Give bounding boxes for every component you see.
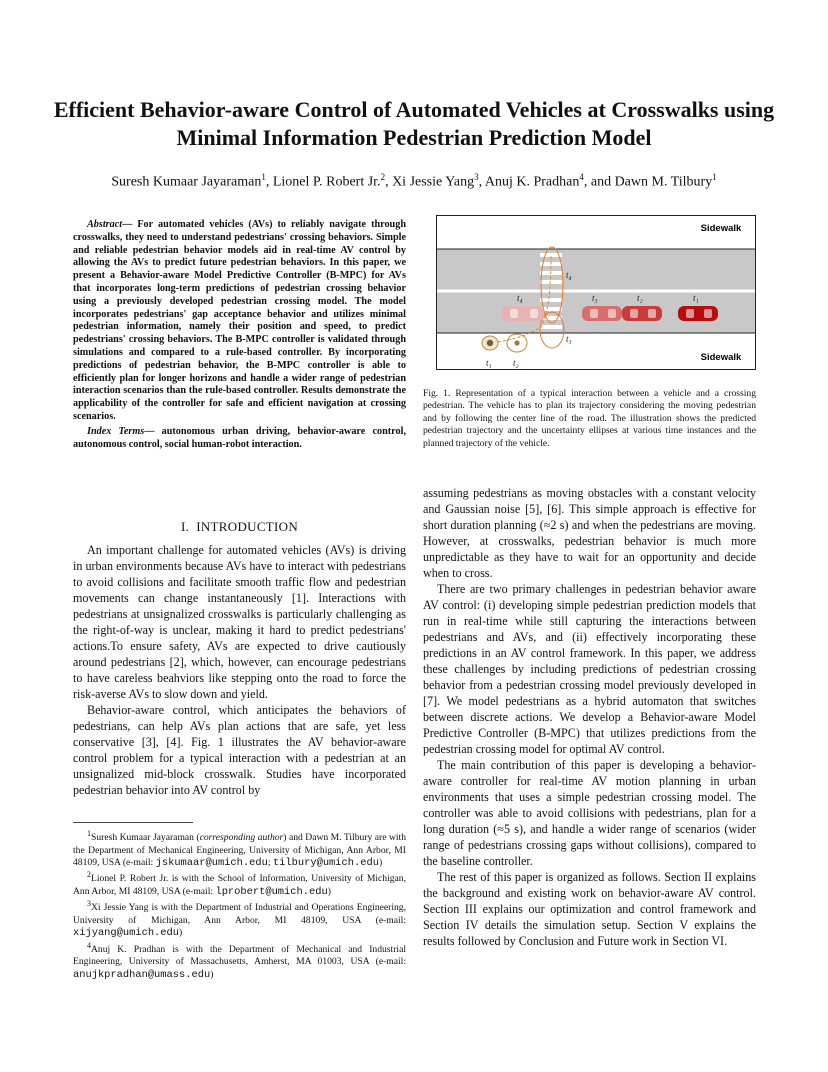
footnote-mark: 3 bbox=[87, 899, 91, 909]
footnote-text: Suresh Kumaar Jayaraman ( bbox=[91, 832, 200, 844]
paper-title: Efficient Behavior-aware Control of Automated Vehicles at Crosswalks using Minimal Information Pedestrian Prediction Model bbox=[53, 97, 775, 150]
section-heading bbox=[73, 519, 406, 535]
affiliation-mark: 1 bbox=[712, 172, 717, 182]
body-paragraph: assuming pedestrians as moving obstacles with a constant velocity and Gaussian noise [5], [6]. This simple approach is effective for short duration planning (≈2 s) and when the pedestrians are moving. However, at crosswalks, pedestrian behavior is much more unpredictable as they have to wait for an opportunity and decide when to cross. bbox=[423, 486, 756, 580]
footnote-text: ) bbox=[327, 886, 331, 897]
footnote-mark: 4 bbox=[87, 940, 91, 950]
sidewalk-top-label: Sidewalk bbox=[700, 223, 742, 234]
author-name: , and Dawn M. Tilbury bbox=[583, 174, 713, 190]
footnote-mark: 1 bbox=[87, 829, 91, 838]
index-terms-label: Index Terms bbox=[87, 425, 145, 437]
footnote-text: ) bbox=[378, 857, 383, 868]
footnote-text: ; bbox=[267, 857, 273, 868]
author-name: Suresh Kumaar Jayaraman bbox=[111, 174, 262, 190]
vehicle-trajectory bbox=[502, 306, 718, 321]
section-number: I. bbox=[180, 519, 190, 534]
footnote-text: ) and Dawn M. Tilbury are with the Department of Mechanical Engineering, University of Michigan, Ann Arbor, MI 48109, USA (e-mail: bbox=[73, 832, 406, 868]
footnotes bbox=[73, 828, 406, 981]
footnote-text: ) bbox=[179, 927, 183, 939]
body-paragraph: An important challenge for automated vehicles (AVs) is driving in urban environments because AVs have to interact with pedestrians to avoid collisions and facilitate smooth traffic flow and pedestrian movements can change instantaneously [1]. Interactions with pedestrians at unsignalized crosswalks is particularly challenging as the right-of-way is unclear, making it hard to predict pedestrians' actions.To ensure safety, AVs are expected to drive cautiously around pedestrians [2], which, however, can encourage pedestrians to have careless beahviors like stepping onto the road to force the risk-averse AVs to slow down and yield. bbox=[73, 543, 406, 701]
time-label: t₂ bbox=[513, 358, 519, 368]
abstract-text: — For automated vehicles (AVs) to reliably navigate through crosswalks, they need to understand pedestrians' crossing behaviors. Simple and reliable pedestrian behavior models aid in real-time AV control by allowing the AVs to predict future pedestrian behaviors. In this paper, we present a Behavior-aware Model Predictive Controller (B-MPC) for AVs that incorporates long-term predictions of pedestrian crossing behavior using a previously developed pedestrian crossing model. The model incorporates pedestrians' gap acceptance behavior and utilizes minimal pedestrian information, namely their position and speed, to predict pedestrians' crossing behaviors. The B-MPC controller is validated through simulations and compared to a rule-based controller. By incorporating predictions of pedestrian behavior, the B-MPC controller is able to efficiently plan for longer horizons and handle a wider range of pedestrian interaction scenarios than the rule-based controller. Results demonstrate the applicability of the controller for safe and efficient navigation at crossing scenarios. bbox=[73, 219, 406, 422]
author-list bbox=[40, 172, 788, 191]
affiliation-mark: 3 bbox=[474, 172, 479, 182]
abstract bbox=[73, 219, 406, 451]
email-link[interactable]: jskumaar@umich.edu bbox=[155, 857, 268, 869]
index-terms-text: — autonomous urban driving, behavior-aware control, autonomous control, social human-robot interaction. bbox=[73, 425, 406, 450]
email-link[interactable]: xijyang@umich.edu bbox=[73, 927, 180, 940]
time-label: t₃ bbox=[592, 293, 598, 303]
right-body bbox=[423, 485, 756, 949]
affiliation-mark: 4 bbox=[579, 172, 584, 182]
footnote-divider bbox=[73, 822, 193, 823]
body-paragraph: Behavior-aware control, which anticipates the behaviors of pedestrians, can help AVs plan actions that are safe, yet less conservative [3], [4]. Fig. 1 illustrates the AV behavior-aware control problem for a typical interaction with a pedestrian at an unsignalized mid-block crosswalk. Studies have incorporated pedestrian behavior into AV control by bbox=[73, 703, 406, 797]
email-link[interactable]: anujkpradhan@umass.edu bbox=[73, 968, 211, 981]
author-name: , Lionel P. Robert Jr. bbox=[265, 174, 381, 190]
footnote-text: Lionel P. Robert Jr. is with the School of Information, University of Michigan, Ann Arbor, MI 48109, USA (e-mail: bbox=[73, 873, 406, 897]
abstract-label: Abstract bbox=[87, 219, 123, 230]
footnote-text: corresponding author bbox=[199, 832, 284, 844]
section-title: INTRODUCTION bbox=[196, 519, 299, 534]
email-link[interactable]: lprobert@umich.edu bbox=[215, 886, 328, 898]
time-label: t₄ bbox=[566, 270, 572, 280]
pedestrian-icon bbox=[487, 340, 493, 346]
footnote-text: ) bbox=[210, 968, 214, 980]
time-label: t₁ bbox=[486, 358, 492, 368]
affiliation-mark: 1 bbox=[261, 172, 266, 182]
author-name: , Anuj K. Pradhan bbox=[478, 174, 580, 190]
body-paragraph: There are two primary challenges in pedestrian behavior aware AV control: (i) developing simple pedestrian prediction models that run in real-time while still capturing the interactions between pedestrians and AVs, and (ii) effectively incorporating these predictions in an AV control framework. In this paper, we address these challenges by including predictions of pedestrian crossing behavior from a pedestrian crossing model previously developed in [7]. We model pedestrians as a hybrid automaton that switches between discrete actions. We develop a Behavior-aware Model Predictive Controller (B-MPC) that utilizes predictions from the pedestrian crossing model for optimal AV control. bbox=[423, 582, 756, 756]
sidewalk-bottom-label: Sidewalk bbox=[700, 352, 742, 363]
time-label: t₃ bbox=[566, 334, 572, 344]
footnote-text: Xi Jessie Yang is with the Department of Industrial and Operations Engineering, University of Michigan, Ann Arbor, MI 48109, USA (e-mail: bbox=[73, 902, 406, 926]
figure-caption: Fig. 1. Representation of a typical interaction between a vehicle and a crossing pedestrian. The vehicle has to plan its trajectory considering the moving pedestrian and by following the center line of the road. The illustration shows the predicted pedestrian trajectory and the uncertainty ellipses at various time instances and the planned trajectory of the vehicle. bbox=[423, 388, 756, 449]
footnote-mark: 2 bbox=[87, 870, 91, 880]
author-name: , Xi Jessie Yang bbox=[385, 174, 475, 190]
body-paragraph: The rest of this paper is organized as follows. Section II explains the background and existing work on behavior-aware AV control. Section III explains our optimization and control framework and Section IV details the simulation setup. Section V explains the results followed by Conclusion and Future work in Section VI. bbox=[423, 870, 756, 948]
crosswalk-illustration bbox=[436, 215, 756, 370]
time-label: t₁ bbox=[693, 293, 699, 303]
body-paragraph: The main contribution of this paper is developing a behavior-aware controller for real-time AV motion planning in urban environments that uses a simple pedestrian crossing model. The controller was able to avoid collisions with pedestrians, plan for a long duration (≈5 s), and handle a wider range of scenarios (wider range of pedestrians crossing gaps without collisions), compared to the baseline controller. bbox=[423, 758, 756, 868]
footnote-text: Anuj K. Pradhan is with the Department of Mechanical and Industrial Engineering, University of Massachusetts, Amherst, MA 01003, USA (e-mail: bbox=[73, 944, 406, 968]
left-body bbox=[73, 542, 406, 798]
time-label: t₄ bbox=[517, 293, 523, 303]
figure-1 bbox=[436, 215, 756, 370]
affiliation-mark: 2 bbox=[380, 172, 386, 182]
email-link[interactable]: tilbury@umich.edu bbox=[272, 857, 379, 869]
time-label: t₂ bbox=[637, 293, 643, 303]
